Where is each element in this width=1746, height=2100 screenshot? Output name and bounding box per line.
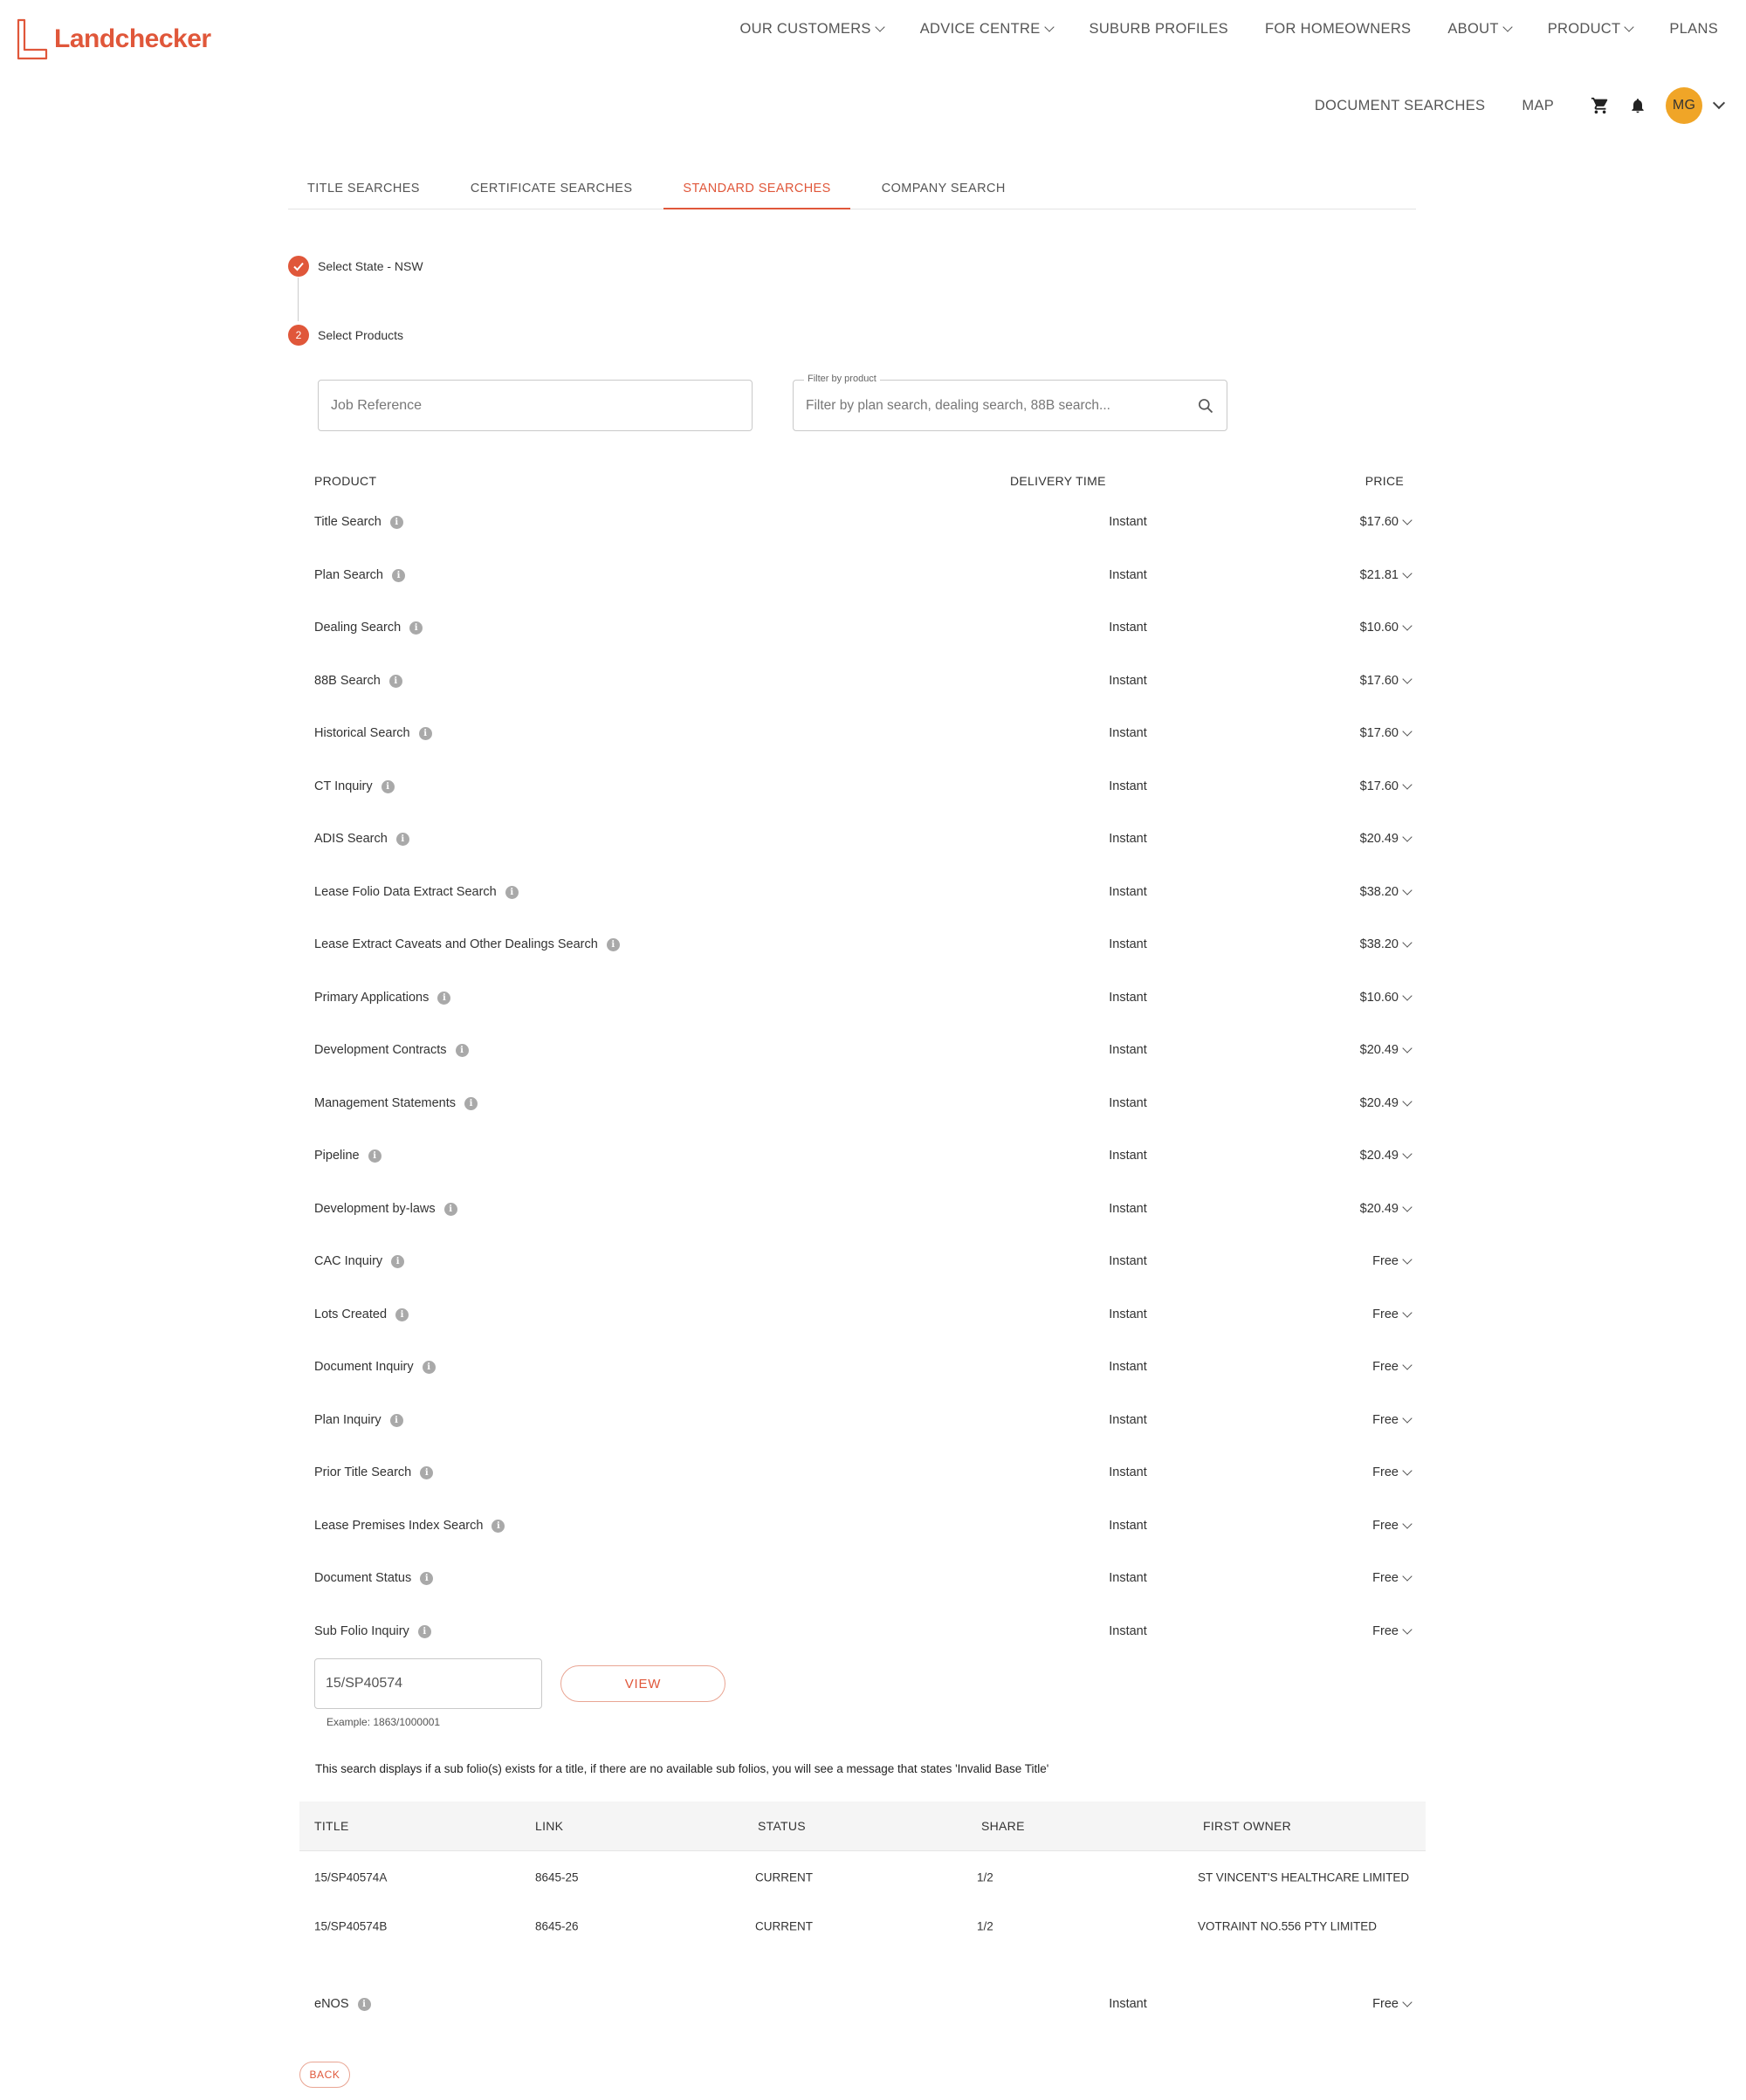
nav-label: OUR CUSTOMERS <box>739 21 871 37</box>
price-dropdown[interactable] <box>1372 1997 1411 2011</box>
price-dropdown[interactable] <box>1372 1571 1411 1585</box>
chevron-down-icon <box>1402 674 1412 683</box>
price-dropdown[interactable] <box>1372 1307 1411 1321</box>
chevron-down-icon <box>1402 1149 1412 1158</box>
price-dropdown[interactable] <box>1372 1413 1411 1427</box>
info-icon[interactable]: i <box>423 1361 436 1374</box>
col-link: LINK <box>535 1819 564 1833</box>
chevron-down-icon <box>1402 1571 1412 1581</box>
product-name-cell <box>314 991 450 1005</box>
price-value: Free <box>1372 1307 1399 1321</box>
price-dropdown[interactable] <box>1360 1202 1411 1216</box>
product-name: Development by-laws <box>314 1202 436 1216</box>
info-icon[interactable]: i <box>396 833 409 846</box>
price-value: Free <box>1372 1997 1399 2011</box>
job-reference-input[interactable] <box>319 381 752 430</box>
info-icon[interactable]: i <box>392 569 405 582</box>
chevron-down-icon <box>1402 568 1412 578</box>
price-dropdown[interactable] <box>1360 991 1411 1005</box>
delivery-time: Instant <box>1109 937 1147 951</box>
delivery-time: Instant <box>1109 1997 1147 2011</box>
product-row <box>314 1043 1411 1064</box>
product-name-cell <box>314 1413 403 1427</box>
product-name-cell <box>314 1465 433 1479</box>
price-value: $20.49 <box>1359 832 1399 846</box>
delivery-time: Instant <box>1109 991 1147 1005</box>
product-row <box>314 885 1411 906</box>
chevron-down-icon <box>1402 779 1412 789</box>
nav-advice-centre[interactable] <box>920 21 1053 38</box>
product-name-cell <box>314 674 402 688</box>
chevron-down-icon <box>1402 515 1412 525</box>
subfolio-owner: ST VINCENT'S HEALTHCARE LIMITED <box>1198 1870 1410 1884</box>
product-row <box>314 1149 1411 1170</box>
sub-folio-field <box>314 1658 542 1709</box>
info-icon[interactable]: i <box>389 675 402 688</box>
price-dropdown[interactable] <box>1360 515 1411 529</box>
sub-folio-example: Example: 1863/1000001 <box>327 1716 441 1728</box>
product-name-cell <box>314 1096 478 1110</box>
info-icon[interactable]: i <box>491 1520 505 1533</box>
product-name: CT Inquiry <box>314 779 373 793</box>
landchecker-logo-icon <box>16 18 49 60</box>
step-select-state[interactable] <box>288 256 423 277</box>
tab-standard-searches[interactable]: STANDARD SEARCHES <box>663 171 849 209</box>
product-row <box>314 937 1411 958</box>
product-name-cell <box>314 1571 433 1585</box>
nav-plans[interactable] <box>1669 21 1718 38</box>
chevron-down-icon <box>1402 1202 1412 1211</box>
chevron-down-icon <box>1402 1519 1412 1528</box>
price-value: $38.20 <box>1359 937 1399 951</box>
avatar[interactable]: MG <box>1666 87 1702 124</box>
price-value: $17.60 <box>1359 515 1399 529</box>
delivery-time: Instant <box>1109 726 1147 740</box>
info-icon[interactable]: i <box>437 992 450 1005</box>
tab-company-search[interactable]: COMPANY SEARCH <box>881 182 1006 196</box>
price-value: $17.60 <box>1359 674 1399 688</box>
price-value: Free <box>1372 1519 1399 1533</box>
product-name: Prior Title Search <box>314 1465 412 1479</box>
col-title: TITLE <box>314 1819 349 1833</box>
view-button[interactable]: VIEW <box>560 1665 725 1702</box>
product-name-cell <box>314 1254 404 1268</box>
product-name-cell <box>314 1149 382 1163</box>
product-name: Lease Premises Index Search <box>314 1519 484 1533</box>
chevron-down-icon <box>1402 1254 1412 1264</box>
delivery-time: Instant <box>1109 1360 1147 1374</box>
sub-folio-note: This search displays if a sub folio(s) exists for a title, if there are no available sub folios, you will see a message that states 'Invalid Base Title' <box>315 1762 1049 1775</box>
product-row <box>314 1096 1411 1117</box>
product-name: Document Status <box>314 1571 412 1585</box>
price-dropdown[interactable] <box>1360 1096 1411 1110</box>
subfolio-title: 15/SP40574A <box>314 1870 388 1884</box>
delivery-time: Instant <box>1109 885 1147 899</box>
product-name-cell <box>314 1997 371 2011</box>
price-value: Free <box>1372 1624 1399 1638</box>
chevron-down-icon <box>1402 621 1412 630</box>
product-row <box>314 1307 1411 1328</box>
col-product: PRODUCT <box>314 474 377 488</box>
product-row <box>314 991 1411 1012</box>
price-dropdown[interactable] <box>1372 1254 1411 1268</box>
product-name-cell <box>314 1624 431 1638</box>
price-dropdown[interactable] <box>1372 1519 1411 1533</box>
product-name-cell <box>314 621 423 635</box>
chevron-down-icon <box>1044 22 1054 31</box>
table-row <box>299 1909 1426 1944</box>
subfolio-share: 1/2 <box>977 1870 993 1884</box>
product-row <box>314 1360 1411 1381</box>
product-name: Title Search <box>314 515 382 529</box>
chevron-down-icon <box>875 22 884 31</box>
stepper-connector <box>298 278 299 321</box>
price-value: $17.60 <box>1359 779 1399 793</box>
logo-text: Landchecker <box>54 24 211 53</box>
product-name: 88B Search <box>314 674 381 688</box>
product-name: Development Contracts <box>314 1043 447 1057</box>
chevron-down-icon <box>1502 22 1512 31</box>
price-value: Free <box>1372 1254 1399 1268</box>
nav-label: PRODUCT <box>1547 21 1621 37</box>
nav-map[interactable]: MAP <box>1522 97 1554 113</box>
product-row <box>314 1624 1411 1645</box>
product-name-cell <box>314 885 519 899</box>
step-select-products <box>288 325 403 346</box>
chevron-down-icon <box>1402 1360 1412 1369</box>
product-name: Lots Created <box>314 1307 388 1321</box>
nav-product[interactable] <box>1548 21 1633 38</box>
delivery-time: Instant <box>1109 674 1147 688</box>
sub-folio-input[interactable] <box>315 1659 541 1708</box>
product-row <box>314 1413 1411 1434</box>
logo[interactable] <box>16 17 211 61</box>
step-label: Select State - NSW <box>318 259 423 273</box>
info-icon[interactable]: i <box>420 1572 433 1585</box>
cart-icon[interactable] <box>1591 96 1610 115</box>
nav-label: ABOUT <box>1447 21 1499 37</box>
delivery-time: Instant <box>1109 1043 1147 1057</box>
info-icon[interactable]: i <box>368 1150 382 1163</box>
filter-label: Filter by product <box>804 374 880 384</box>
product-name: Dealing Search <box>314 621 402 635</box>
step-label: Select Products <box>318 328 404 342</box>
subfolio-share: 1/2 <box>977 1919 993 1933</box>
product-name-cell <box>314 1202 457 1216</box>
back-button[interactable]: BACK <box>299 2062 350 2088</box>
product-name-cell <box>314 832 409 846</box>
delivery-time: Instant <box>1109 832 1147 846</box>
price-dropdown[interactable] <box>1360 832 1411 846</box>
delivery-time: Instant <box>1109 1571 1147 1585</box>
price-dropdown[interactable] <box>1360 674 1411 688</box>
product-row <box>314 515 1411 536</box>
price-value: Free <box>1372 1571 1399 1585</box>
product-name: eNOS <box>314 1997 349 2011</box>
info-icon[interactable]: i <box>464 1097 478 1110</box>
subfolio-owner: VOTRAINT NO.556 PTY LIMITED <box>1198 1919 1378 1933</box>
price-dropdown[interactable] <box>1360 937 1411 951</box>
delivery-time: Instant <box>1109 1465 1147 1479</box>
product-name: Lease Extract Caveats and Other Dealings Search <box>314 937 598 951</box>
product-name: Management Statements <box>314 1096 457 1110</box>
info-icon[interactable]: i <box>395 1308 409 1321</box>
product-name: Lease Folio Data Extract Search <box>314 885 497 899</box>
product-row <box>314 832 1411 853</box>
product-row-enos <box>314 1997 1411 2018</box>
product-name: CAC Inquiry <box>314 1254 383 1268</box>
check-icon <box>288 256 309 277</box>
info-icon[interactable]: i <box>409 621 423 635</box>
table-row <box>299 1860 1426 1895</box>
info-icon[interactable]: i <box>420 1466 433 1479</box>
price-value: $20.49 <box>1359 1149 1399 1163</box>
nav-suburb-profiles[interactable] <box>1090 21 1228 38</box>
nav-document-searches[interactable]: DOCUMENT SEARCHES <box>1314 97 1486 113</box>
chevron-down-icon <box>1625 22 1634 31</box>
subfolio-title: 15/SP40574B <box>314 1919 388 1933</box>
price-value: Free <box>1372 1465 1399 1479</box>
chevron-down-icon <box>1402 1096 1412 1106</box>
search-icon[interactable] <box>1197 397 1214 419</box>
job-reference-field <box>318 380 753 431</box>
price-value: Free <box>1372 1413 1399 1427</box>
product-name: Plan Search <box>314 568 383 582</box>
product-row <box>314 568 1411 589</box>
col-price: PRICE <box>1364 474 1404 488</box>
price-value: $10.60 <box>1359 991 1399 1005</box>
top-navigation <box>739 21 1718 38</box>
price-dropdown[interactable] <box>1372 1624 1411 1638</box>
info-icon[interactable]: i <box>505 886 519 899</box>
product-row <box>314 1202 1411 1223</box>
chevron-down-icon[interactable] <box>1713 97 1725 109</box>
product-name-cell <box>314 779 395 793</box>
chevron-down-icon <box>1402 937 1412 947</box>
product-name-cell <box>314 568 405 582</box>
subfolio-status: CURRENT <box>755 1870 813 1884</box>
product-row <box>314 726 1411 747</box>
delivery-time: Instant <box>1109 1624 1147 1638</box>
col-first-owner: FIRST OWNER <box>1203 1819 1292 1833</box>
product-row <box>314 674 1411 695</box>
price-value: Free <box>1372 1360 1399 1374</box>
nav-about[interactable] <box>1447 21 1510 38</box>
step-number: 2 <box>288 325 309 346</box>
subfolio-status: CURRENT <box>755 1919 813 1933</box>
info-icon[interactable]: i <box>358 1998 371 2011</box>
product-name: Pipeline <box>314 1149 360 1163</box>
subfolio-link: 8645-25 <box>535 1870 579 1884</box>
product-row <box>314 1254 1411 1275</box>
info-icon[interactable]: i <box>418 1625 431 1638</box>
delivery-time: Instant <box>1109 568 1147 582</box>
product-name: ADIS Search <box>314 832 388 846</box>
nav-label: FOR HOMEOWNERS <box>1264 21 1412 37</box>
product-name-cell <box>314 1043 469 1057</box>
info-icon[interactable]: i <box>391 1255 404 1268</box>
delivery-time: Instant <box>1109 1096 1147 1110</box>
filter-product-field <box>793 374 1227 431</box>
price-dropdown[interactable] <box>1360 621 1411 635</box>
price-dropdown[interactable] <box>1360 885 1411 899</box>
nav-label: PLANS <box>1669 21 1718 37</box>
price-dropdown[interactable] <box>1372 1360 1411 1374</box>
price-value: $20.49 <box>1359 1043 1399 1057</box>
nav-our-customers[interactable] <box>739 21 883 38</box>
sub-navigation <box>1315 87 1723 124</box>
product-name: Sub Folio Inquiry <box>314 1624 409 1638</box>
delivery-time: Instant <box>1109 1254 1147 1268</box>
chevron-down-icon <box>1402 991 1412 1000</box>
chevron-down-icon <box>1402 726 1412 736</box>
product-name: Historical Search <box>314 726 410 740</box>
product-row <box>314 1465 1411 1486</box>
filter-product-input[interactable] <box>794 381 1227 430</box>
chevron-down-icon <box>1402 1413 1412 1423</box>
tab-title-searches[interactable]: TITLE SEARCHES <box>307 182 420 196</box>
chevron-down-icon <box>1402 1997 1412 2007</box>
chevron-down-icon <box>1402 885 1412 895</box>
chevron-down-icon <box>1402 1624 1412 1634</box>
chevron-down-icon <box>1402 1465 1412 1475</box>
col-share: SHARE <box>981 1819 1025 1833</box>
price-value: $20.49 <box>1359 1202 1399 1216</box>
info-icon[interactable]: i <box>390 516 403 529</box>
sub-folio-table-header <box>299 1801 1426 1851</box>
price-dropdown[interactable] <box>1360 726 1411 740</box>
price-dropdown[interactable] <box>1372 1465 1411 1479</box>
delivery-time: Instant <box>1109 515 1147 529</box>
subfolio-link: 8645-26 <box>535 1919 579 1933</box>
info-icon[interactable]: i <box>390 1414 403 1427</box>
nav-for-homeowners[interactable] <box>1265 21 1411 38</box>
chevron-down-icon <box>1402 832 1412 841</box>
search-tabs <box>288 171 1416 209</box>
product-name-cell <box>314 937 620 951</box>
delivery-time: Instant <box>1109 1413 1147 1427</box>
product-name-cell <box>314 515 403 529</box>
product-name-cell <box>314 1360 436 1374</box>
delivery-time: Instant <box>1109 621 1147 635</box>
product-name-cell <box>314 1307 409 1321</box>
tab-certificate-searches[interactable]: CERTIFICATE SEARCHES <box>470 182 633 196</box>
nav-label: SUBURB PROFILES <box>1089 21 1228 37</box>
product-name-cell <box>314 1519 505 1533</box>
col-status: STATUS <box>758 1819 806 1833</box>
info-icon[interactable]: i <box>444 1203 457 1216</box>
price-value: $17.60 <box>1359 726 1399 740</box>
delivery-time: Instant <box>1109 1149 1147 1163</box>
bell-icon[interactable] <box>1629 96 1646 115</box>
delivery-time: Instant <box>1109 1519 1147 1533</box>
product-name: Document Inquiry <box>314 1360 414 1374</box>
price-dropdown[interactable] <box>1360 1149 1411 1163</box>
col-delivery-time: DELIVERY TIME <box>1010 474 1106 488</box>
price-value: $21.81 <box>1359 568 1399 582</box>
price-value: $10.60 <box>1359 621 1399 635</box>
product-row <box>314 779 1411 800</box>
nav-label: ADVICE CENTRE <box>919 21 1041 37</box>
product-name: Primary Applications <box>314 991 430 1005</box>
product-row <box>314 1571 1411 1592</box>
product-name-cell <box>314 726 432 740</box>
info-icon[interactable]: i <box>419 727 432 740</box>
product-row <box>314 1519 1411 1540</box>
product-row <box>314 621 1411 642</box>
delivery-time: Instant <box>1109 1202 1147 1216</box>
delivery-time: Instant <box>1109 779 1147 793</box>
product-name: Plan Inquiry <box>314 1413 382 1427</box>
chevron-down-icon <box>1402 1307 1412 1317</box>
info-icon[interactable]: i <box>456 1044 469 1057</box>
info-icon[interactable]: i <box>382 780 395 793</box>
price-dropdown[interactable] <box>1360 779 1411 793</box>
price-dropdown[interactable] <box>1360 568 1411 582</box>
price-value: $20.49 <box>1359 1096 1399 1110</box>
delivery-time: Instant <box>1109 1307 1147 1321</box>
info-icon[interactable]: i <box>607 938 620 951</box>
price-value: $38.20 <box>1359 885 1399 899</box>
price-dropdown[interactable] <box>1360 1043 1411 1057</box>
chevron-down-icon <box>1402 1043 1412 1053</box>
